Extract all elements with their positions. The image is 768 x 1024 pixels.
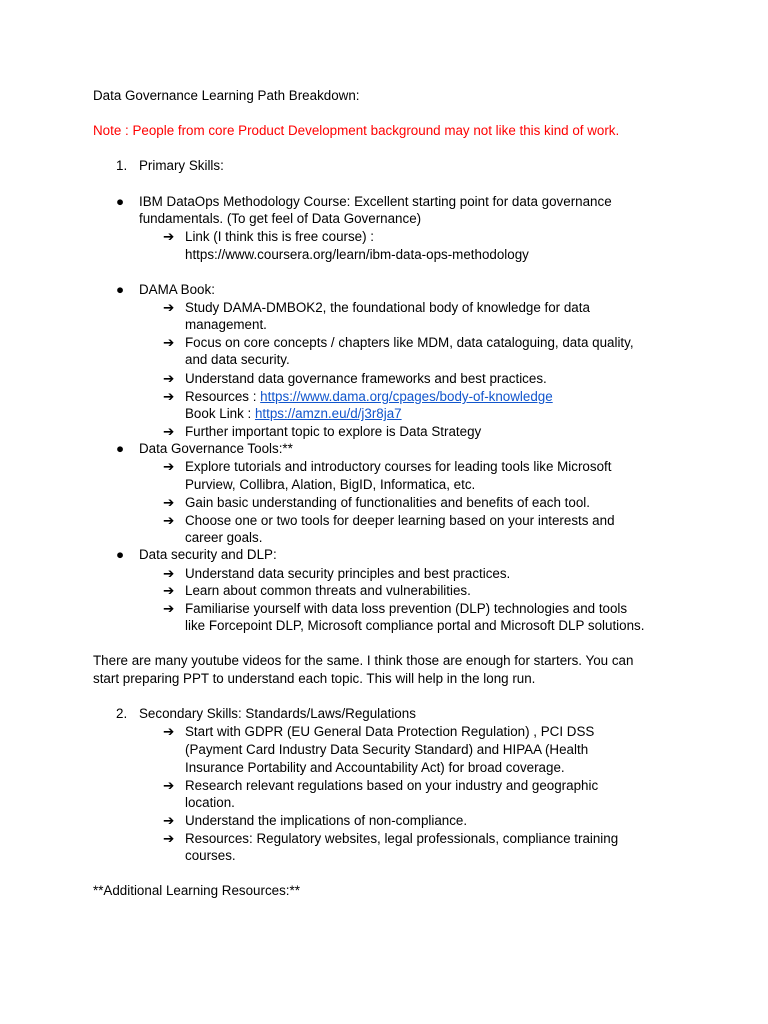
implications-line: Understand the implications of non-compliance.	[185, 813, 468, 828]
ibm-course-line-2: fundamentals. (To get feel of Data Governance)	[139, 211, 422, 226]
dama-frameworks-line: Understand data governance frameworks and best practices.	[185, 371, 547, 386]
regulatory-resources-line-1: Resources: Regulatory websites, legal professionals, compliance training	[185, 831, 619, 846]
tools-choose-line-1: Choose one or two tools for deeper learning based on your interests and	[185, 513, 615, 528]
gdpr-line-2: (Payment Card Industry Data Security Standard) and HIPAA (Health	[185, 742, 589, 757]
arrow-icon: ➔	[163, 513, 175, 528]
research-line-1: Research relevant regulations based on your industry and geographic	[185, 778, 599, 793]
tools-explore-line-2: Purview, Collibra, Alation, BigID, Informatica, etc.	[185, 477, 476, 492]
dama-study-line-2: management.	[185, 317, 267, 332]
paragraph-line-1: There are many youtube videos for the same. I think those are enough for starters. You can	[93, 653, 634, 668]
research-line-2: location.	[185, 795, 235, 810]
security-threats-line: Learn about common threats and vulnerabilities.	[185, 583, 471, 598]
arrow-icon: ➔	[163, 229, 175, 244]
dama-resources-link[interactable]: https://www.dama.org/cpages/body-of-knowledge	[260, 389, 553, 404]
security-principles-line: Understand data security principles and best practices.	[185, 566, 511, 581]
arrow-icon: ➔	[163, 566, 175, 581]
arrow-icon: ➔	[163, 813, 175, 828]
security-label: Data security and DLP:	[139, 547, 277, 562]
gdpr-line-1: Start with GDPR (EU General Data Protection Regulation) , PCI DSS	[185, 724, 595, 739]
security-dlp-line-1: Familiarise yourself with data loss prevention (DLP) technologies and tools	[185, 601, 628, 616]
arrow-icon: ➔	[163, 583, 175, 598]
section-2-heading: Secondary Skills: Standards/Laws/Regulations	[139, 706, 416, 721]
dama-strategy-line: Further important topic to explore is Data Strategy	[185, 424, 482, 439]
arrow-icon: ➔	[163, 724, 175, 739]
section-1-heading: Primary Skills:	[139, 158, 224, 173]
arrow-icon: ➔	[163, 831, 175, 846]
bullet-icon: ●	[115, 282, 125, 297]
tools-explore-line-1: Explore tutorials and introductory courses for leading tools like Microsoft	[185, 459, 612, 474]
bullet-icon: ●	[115, 441, 125, 456]
arrow-icon: ➔	[163, 495, 175, 510]
arrow-icon: ➔	[163, 300, 175, 315]
dama-focus-line-1: Focus on core concepts / chapters like MDM, data cataloguing, data quality,	[185, 335, 634, 350]
book-link[interactable]: https://amzn.eu/d/j3r8ja7	[254, 406, 402, 421]
book-link-prefix: Book Link :	[185, 406, 255, 421]
dama-focus-line-2: and data security.	[185, 352, 290, 367]
tools-label: Data Governance Tools:**	[139, 441, 293, 456]
arrow-icon: ➔	[163, 424, 175, 439]
document-title: Data Governance Learning Path Breakdown:	[93, 88, 360, 103]
book-link-line	[185, 405, 402, 422]
tools-gain-line: Gain basic understanding of functionalities and benefits of each tool.	[185, 495, 590, 510]
arrow-icon: ➔	[163, 778, 175, 793]
note-text: Note : People from core Product Development background may not like this kind of work.	[93, 123, 620, 138]
ibm-course-line-1: IBM DataOps Methodology Course: Excellent starting point for data governance	[139, 194, 612, 209]
arrow-icon: ➔	[163, 335, 175, 350]
bullet-icon: ●	[115, 547, 125, 562]
arrow-icon: ➔	[163, 371, 175, 386]
ibm-link-label: Link (I think this is free course) :	[185, 229, 375, 244]
dama-book-label: DAMA Book:	[139, 282, 215, 297]
additional-resources-heading: **Additional Learning Resources:**	[93, 883, 300, 898]
bullet-icon: ●	[115, 194, 125, 209]
arrow-icon: ➔	[163, 459, 175, 474]
ibm-link-url: https://www.coursera.org/learn/ibm-data-ops-methodology	[185, 247, 529, 262]
arrow-icon: ➔	[163, 389, 175, 404]
dama-study-line-1: Study DAMA-DMBOK2, the foundational body of knowledge for data	[185, 300, 590, 315]
regulatory-resources-line-2: courses.	[185, 848, 236, 863]
gdpr-line-3: Insurance Portability and Accountability Act) for broad coverage.	[185, 760, 565, 775]
tools-choose-line-2: career goals.	[185, 530, 263, 545]
paragraph-line-2: start preparing PPT to understand each topic. This will help in the long run.	[93, 671, 536, 686]
resources-prefix: Resources :	[185, 389, 261, 404]
dama-resources-line	[185, 388, 553, 405]
section-1-number: 1.	[116, 158, 128, 173]
section-2-number: 2.	[116, 706, 128, 721]
arrow-icon: ➔	[163, 601, 175, 616]
security-dlp-line-2: like Forcepoint DLP, Microsoft compliance portal and Microsoft DLP solutions.	[185, 618, 645, 633]
